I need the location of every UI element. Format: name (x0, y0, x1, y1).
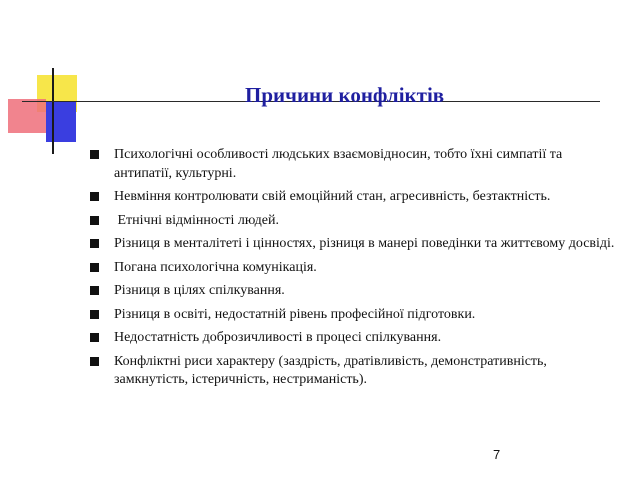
square-bullet-icon (90, 263, 99, 272)
bullet-text: Невміння контролювати свій емоційний стан, агресивність, безтактність. (114, 189, 551, 204)
square-bullet-icon (90, 239, 99, 248)
square-bullet-icon (90, 192, 99, 201)
bullet-item (88, 306, 618, 325)
page-number: 7 (493, 447, 501, 462)
decorative-vertical-line (52, 68, 54, 154)
bullet-text: Різниця в освіті, недостатній рівень професійної підготовки. (114, 306, 476, 322)
bullet-text: Конфліктні риси характеру (заздрість, дратівливість, демонстративність, замкнутість, істеричність, нестриманість). (114, 353, 547, 387)
bullet-text: Різниця в менталітеті і цінностях, різниця в манері поведінки та життєвому досвіді. (114, 236, 615, 251)
square-bullet-icon (90, 150, 99, 159)
bullet-text: Недостатність доброзичливості в процесі спілкування. (114, 330, 442, 345)
bullet-list (88, 146, 618, 395)
decorative-red-square (8, 99, 46, 133)
square-bullet-icon (90, 310, 99, 319)
bullet-item (88, 146, 618, 183)
bullet-item (88, 353, 618, 390)
bullet-item (88, 188, 618, 207)
bullet-text: Різниця в цілях спілкування. (114, 283, 285, 298)
decorative-blue-square (46, 102, 76, 142)
bullet-text: Етнічні відмінності людей. (114, 212, 279, 228)
slide-title: Причини конфліктів (245, 83, 445, 107)
square-bullet-icon (90, 286, 99, 295)
bullet-item (88, 259, 618, 278)
square-bullet-icon (90, 333, 99, 342)
bullet-text: Психологічні особливості людських взаємовідносин, тобто їхні симпатії та антипатії, культурні. (114, 147, 563, 181)
square-bullet-icon (90, 357, 99, 366)
bullet-item (88, 235, 618, 254)
bullet-item (88, 329, 618, 348)
bullet-item (88, 282, 618, 301)
square-bullet-icon (90, 216, 99, 225)
bullet-text: Погана психологічна комунікація. (114, 259, 317, 275)
bullet-item (88, 212, 618, 231)
